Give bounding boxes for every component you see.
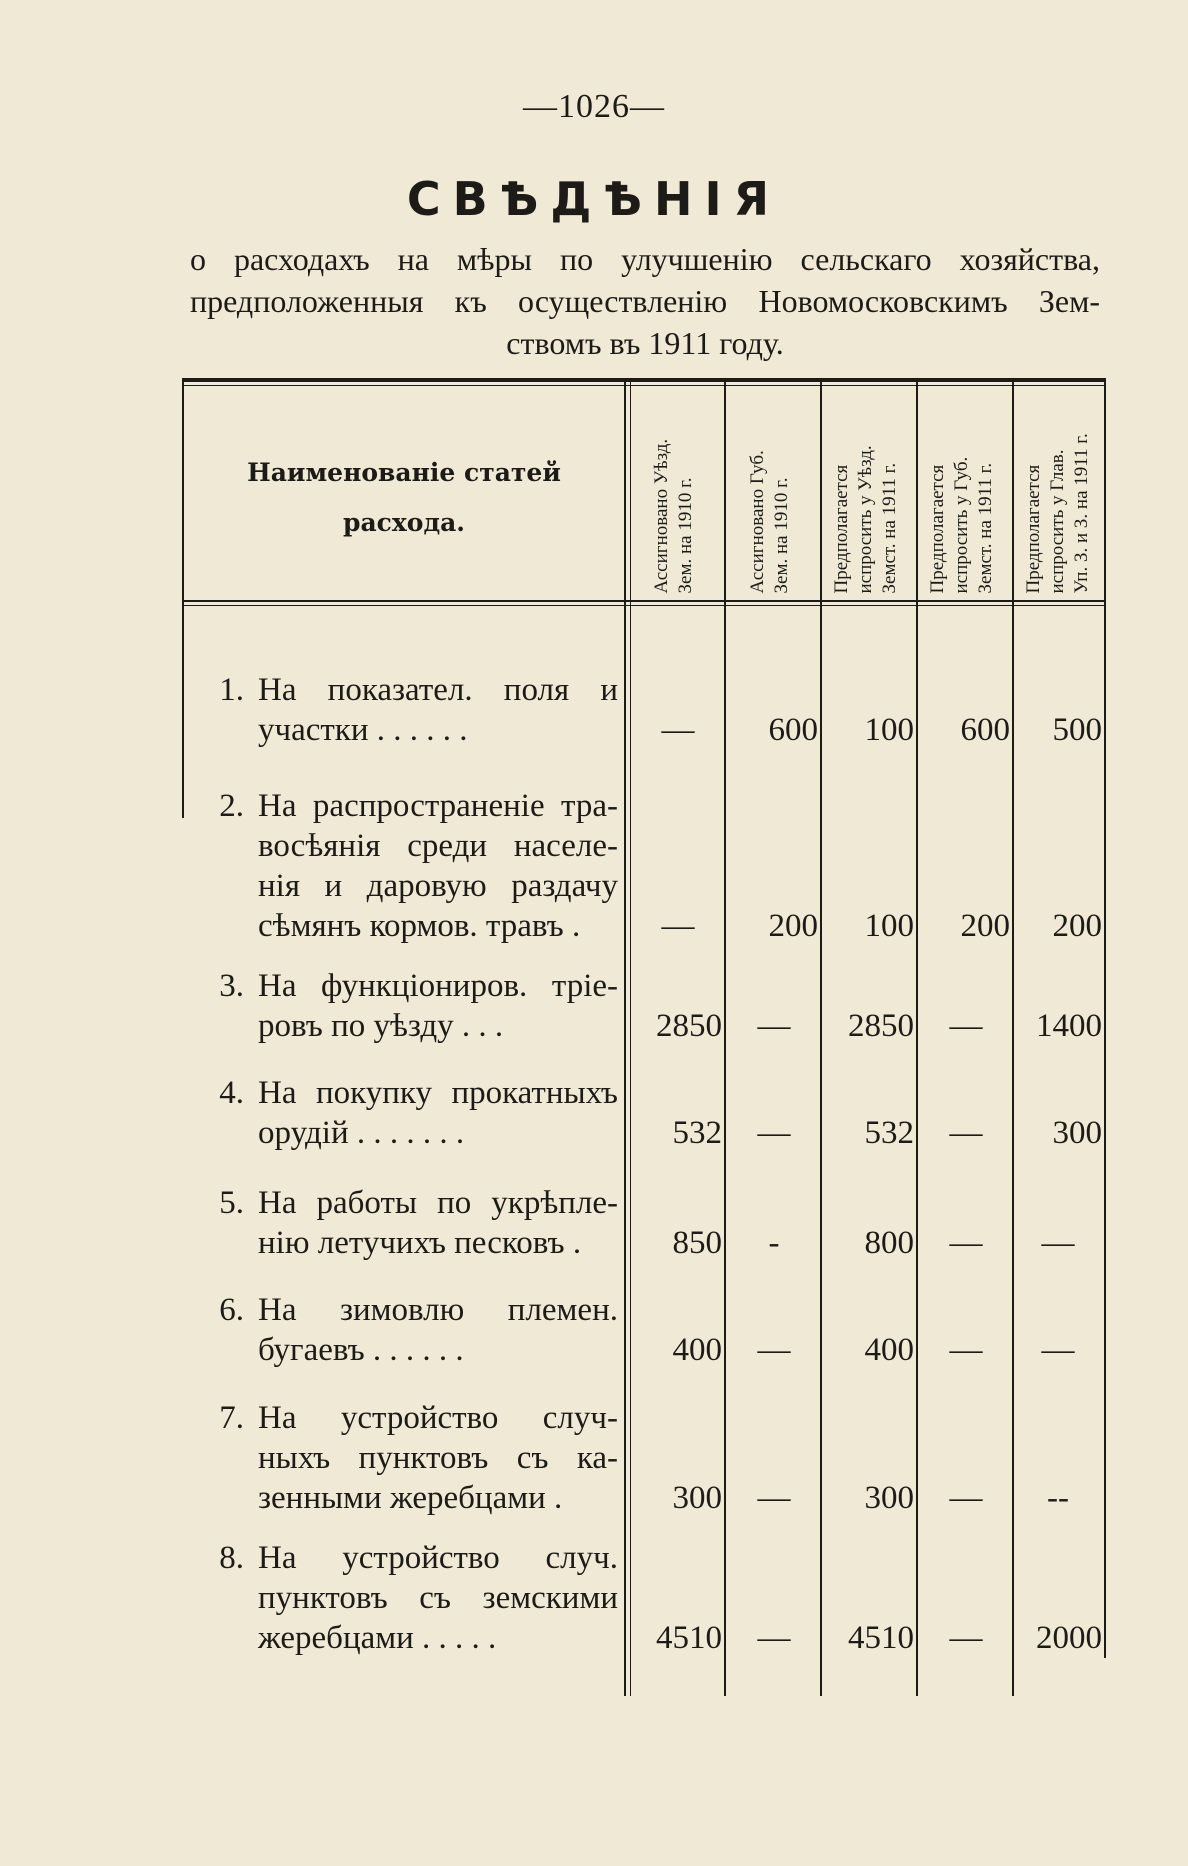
row-item-name-line: пунктовъ съ земскими — [258, 1580, 618, 1616]
header-col-1 — [628, 398, 720, 593]
row-item-name-line: нію летучихъ песковъ . — [258, 1225, 582, 1261]
row-value-col-2: — — [757, 1620, 791, 1656]
row-value-col-1: 532 — [672, 1115, 722, 1151]
row-value-col-3: 300 — [864, 1480, 914, 1516]
document-subtitle — [190, 238, 1100, 364]
row-value-col-2: 600 — [768, 712, 818, 748]
row-value-col-3: 100 — [864, 908, 914, 944]
row-value-col-1: 2850 — [656, 1008, 722, 1044]
row-value-col-5: 2000 — [1036, 1620, 1102, 1656]
row-value-col-4: — — [949, 1225, 983, 1261]
col-rule-0 — [624, 378, 626, 1696]
row-item-name-line: На устройство случ. — [258, 1540, 618, 1576]
row-item-name-line: сѣмянъ кормов. травъ . — [258, 908, 581, 944]
row-value-col-3: 2850 — [848, 1008, 914, 1044]
row-value-col-1: 300 — [672, 1480, 722, 1516]
col-rule-0b — [630, 378, 631, 1696]
header-col-4-line-1: Предполагается — [927, 464, 948, 593]
row-number: 6. — [219, 1292, 244, 1328]
row-item-name — [258, 1290, 618, 1370]
header-item-name-line-2: расхода. — [342, 508, 466, 537]
row-item-name — [258, 966, 618, 1046]
row-value-col-3: 400 — [864, 1332, 914, 1368]
table-right-rule — [1104, 378, 1106, 1658]
row-value-col-3: 100 — [864, 712, 914, 748]
header-col-1-line-2: Зем. на 1910 г. — [675, 477, 696, 593]
row-number: 8. — [219, 1540, 244, 1576]
table-top-rule — [184, 378, 1106, 382]
subtitle-line-1: о расходахъ на мѣры по улучшенію сельскаго хозяйства, — [190, 241, 1100, 277]
row-item-name — [258, 786, 618, 946]
row-item-name-line: участки . . . . . . — [258, 712, 468, 748]
row-value-col-5: 500 — [1052, 712, 1102, 748]
row-item-name-line: восѣянія среди населе- — [258, 828, 618, 864]
row-value-col-1: — — [661, 908, 695, 944]
header-col-2-line-1: Ассигновано Губ. — [747, 449, 768, 593]
row-item-name-line: На работы по укрѣпле- — [258, 1185, 618, 1221]
header-col-3-line-3: Земст. на 1911 г. — [879, 462, 900, 593]
header-col-5-line-2: испросить у Глав. — [1047, 448, 1068, 593]
header-col-5-line-3: Уп. З. и З. на 1911 г. — [1071, 432, 1092, 593]
row-value-col-3: 800 — [864, 1225, 914, 1261]
header-col-4 — [916, 398, 1008, 593]
row-item-name-line: жеребцами . . . . . — [258, 1620, 497, 1656]
row-item-name-line: На показател. поля и — [258, 672, 618, 708]
header-col-4-line-2: испросить у Губ. — [951, 456, 972, 593]
row-value-col-5: 1400 — [1036, 1008, 1102, 1044]
header-col-1-line-1: Ассигновано Уѣзд. — [651, 438, 672, 593]
document-title: СВѢДѢНІЯ — [406, 172, 782, 226]
row-item-name-line: На зимовлю племен. — [258, 1292, 618, 1328]
subtitle-line-2: предположенныя къ осуществленію Новомосковскимъ Зем- — [190, 283, 1100, 319]
row-item-name — [258, 1183, 618, 1263]
col-rule-3 — [916, 378, 918, 1696]
row-item-name-line: орудій . . . . . . . — [258, 1115, 465, 1151]
header-col-3 — [820, 398, 912, 593]
header-item-name-line-1: Наименованіе статей — [247, 458, 561, 487]
row-item-name — [258, 1073, 618, 1153]
row-item-name-line: На распространеніе тра- — [258, 788, 618, 824]
row-value-col-4: 600 — [960, 712, 1010, 748]
col-rule-2 — [820, 378, 822, 1696]
row-value-col-2: - — [768, 1225, 780, 1261]
row-number: 1. — [219, 672, 244, 708]
header-item-name — [184, 448, 624, 548]
row-item-name-line: нія и даровую раздачу — [258, 868, 618, 904]
row-item-name-line: На покупку прокатныхъ — [258, 1075, 618, 1111]
row-value-col-3: 532 — [864, 1115, 914, 1151]
row-item-name-line: На функціониров. тріе- — [258, 968, 618, 1004]
row-value-col-3: 4510 — [848, 1620, 914, 1656]
col-rule-1 — [724, 378, 726, 1696]
row-value-col-4: — — [949, 1620, 983, 1656]
row-item-name — [258, 1538, 618, 1658]
expense-table — [184, 378, 1106, 1696]
row-value-col-1: 400 — [672, 1332, 722, 1368]
table-header-rule-thin — [184, 605, 1106, 606]
header-col-3-line-2: испросить у Уѣзд. — [855, 444, 876, 593]
row-value-col-2: — — [757, 1115, 791, 1151]
row-value-col-5: 200 — [1052, 908, 1102, 944]
header-col-5 — [1012, 398, 1104, 593]
row-item-name — [258, 1398, 618, 1518]
page-number: —1026— — [523, 88, 665, 125]
header-col-2-line-2: Зем. на 1910 г. — [771, 477, 792, 593]
row-value-col-4: — — [949, 1332, 983, 1368]
row-number: 5. — [219, 1185, 244, 1221]
row-value-col-2: — — [757, 1480, 791, 1516]
row-value-col-4: — — [949, 1008, 983, 1044]
row-value-col-1: 850 — [672, 1225, 722, 1261]
table-left-rule — [182, 378, 184, 818]
row-value-col-5: 300 — [1052, 1115, 1102, 1151]
table-header-rule — [184, 600, 1106, 602]
header-col-2 — [724, 398, 816, 593]
row-value-col-2: 200 — [768, 908, 818, 944]
header-col-3-line-1: Предполагается — [831, 464, 852, 593]
row-item-name-line: зенными жеребцами . — [258, 1480, 563, 1516]
row-value-col-4: — — [949, 1115, 983, 1151]
row-item-name — [258, 670, 618, 750]
row-number: 4. — [219, 1075, 244, 1111]
row-value-col-5: -- — [1047, 1480, 1069, 1516]
row-value-col-1: — — [661, 712, 695, 748]
row-value-col-5: — — [1041, 1332, 1075, 1368]
row-value-col-4: — — [949, 1480, 983, 1516]
row-item-name-line: На устройство случ- — [258, 1400, 618, 1436]
row-value-col-5: — — [1041, 1225, 1075, 1261]
table-top-rule-thin — [184, 385, 1106, 386]
row-value-col-4: 200 — [960, 908, 1010, 944]
row-item-name-line: бугаевъ . . . . . . — [258, 1332, 464, 1368]
row-number: 2. — [219, 788, 244, 824]
row-item-name-line: ровъ по уѣзду . . . — [258, 1008, 504, 1044]
header-col-4-line-3: Земст. на 1911 г. — [975, 462, 996, 593]
row-value-col-2: — — [757, 1008, 791, 1044]
row-value-col-1: 4510 — [656, 1620, 722, 1656]
header-col-5-line-1: Предполагается — [1023, 464, 1044, 593]
row-value-col-2: — — [757, 1332, 791, 1368]
row-number: 3. — [219, 968, 244, 1004]
row-number: 7. — [219, 1400, 244, 1436]
row-item-name-line: ныхъ пунктовъ съ ка- — [258, 1440, 618, 1476]
subtitle-line-3: ствомъ въ 1911 году. — [506, 325, 784, 361]
